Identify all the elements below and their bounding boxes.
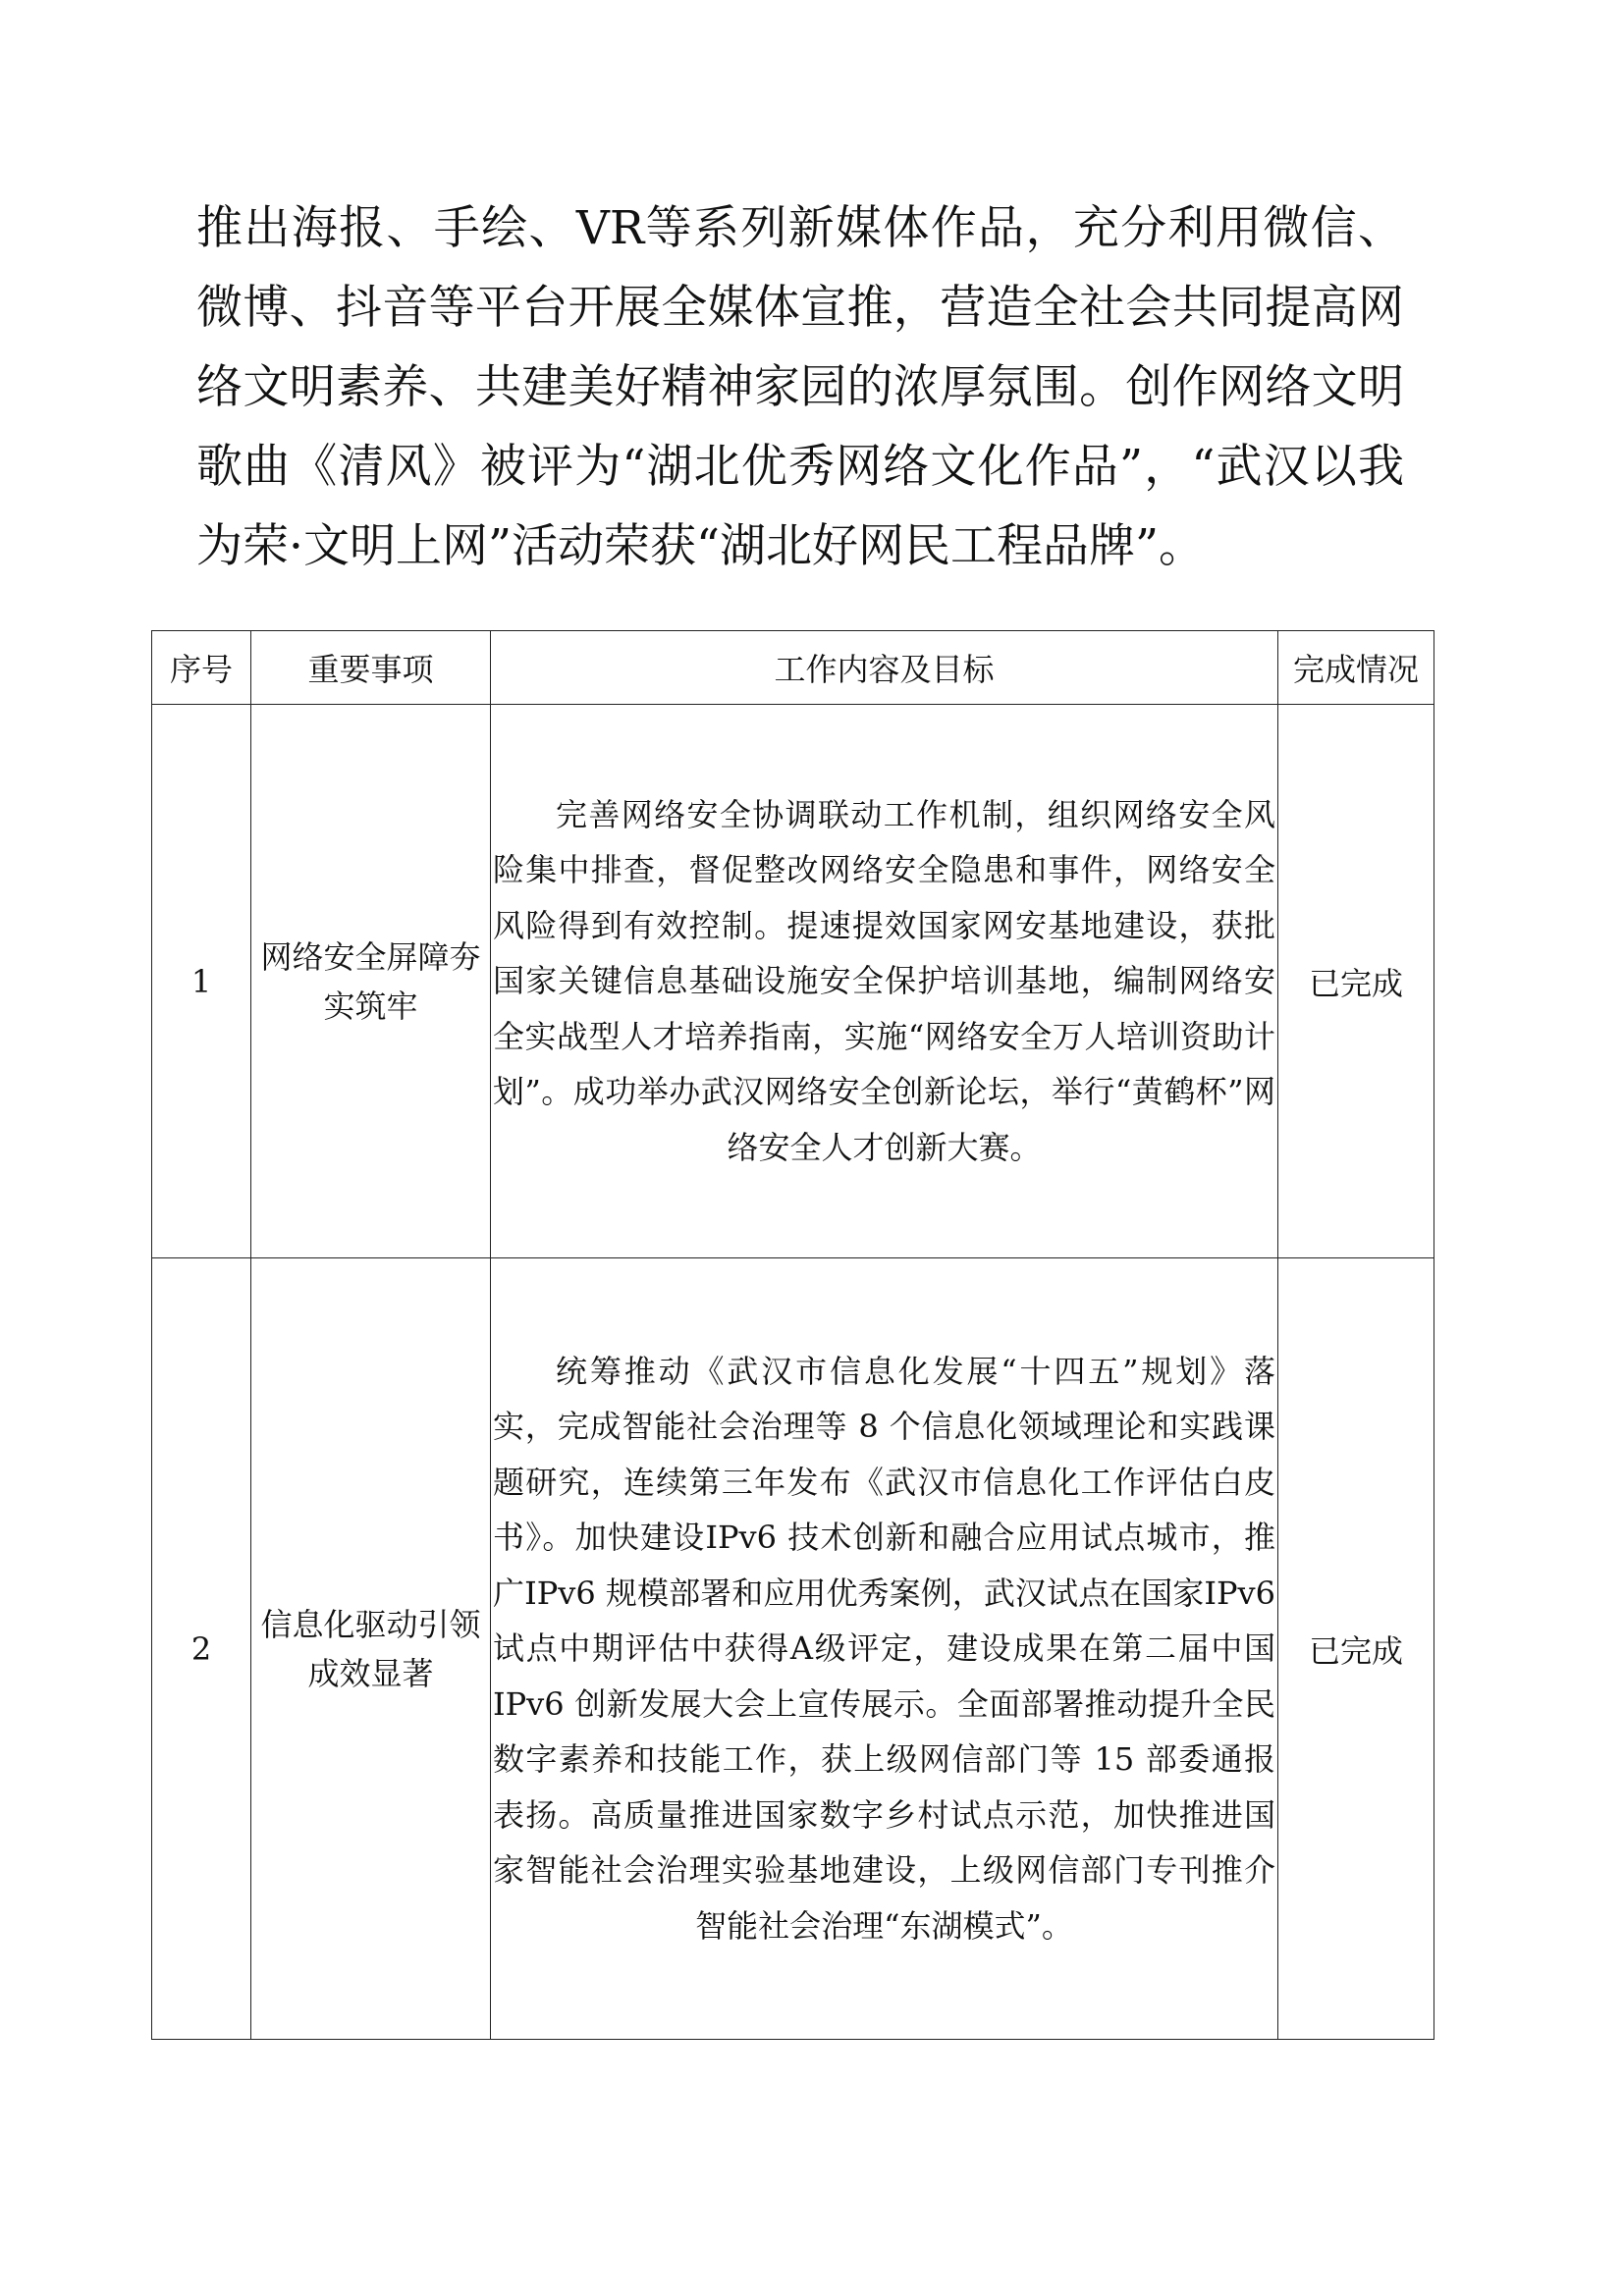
item-content: 统筹推动《武汉市信息化发展“十四五”规划》落实，完成智能社会治理等 8 个信息化领域理论和实践课题研究，连续第三年发布《武汉市信息化工作评估白皮书》。加快建设IPv6 技术创新和融合应用试点城市，推广IPv6 规模部署和应用优秀案例，武汉试点在国家IPv6 试点中期评估中获得A级评定，建设成果在第二届中国IPv6 创新发展大会上宣传展示。全面部署推动提升全民数字素养和技能工作，获上级网信部门等 15 部委通报表扬。高质量推进国家数字乡村试点示范，加快推进国家智能社会治理实验基地建设，上级网信部门专刊推介智能社会治理“东湖模式”。 <box>493 1352 1275 1945</box>
header-content: 工作内容及目标 <box>491 631 1278 705</box>
cell-status: 已完成 <box>1278 705 1434 1258</box>
cell-item <box>251 1258 491 2040</box>
header-item: 重要事项 <box>251 631 491 705</box>
cell-no: 1 <box>152 705 251 1258</box>
table-row <box>152 705 1434 1258</box>
table-header-row <box>152 631 1434 705</box>
cell-content <box>491 705 1278 1258</box>
item-name: 网络安全屏障夯实筑牢 <box>260 937 481 1025</box>
item-content: 完善网络安全协调联动工作机制，组织网络安全风险集中排查，督促整改网络安全隐患和事件，网络安全风险得到有效控制。提速提效国家网安基地建设，获批国家关键信息基础设施安全保护培训基地，编制网络安全实战型人才培养指南，实施“网络安全万人培训资助计划”。成功举办武汉网络安全创新论坛，举行“黄鹤杯”网络安全人才创新大赛。 <box>493 795 1275 1166</box>
cell-content <box>491 1258 1278 2040</box>
work-items-table <box>151 630 1434 2040</box>
cell-no: 2 <box>152 1258 251 2040</box>
header-no: 序号 <box>152 631 251 705</box>
item-name: 信息化驱动引领成效显著 <box>260 1605 481 1692</box>
table-row <box>152 1258 1434 2040</box>
header-status: 完成情况 <box>1278 631 1434 705</box>
intro-paragraph: 推出海报、手绘、VR等系列新媒体作品，充分利用微信、微博、抖音等平台开展全媒体宣推，营造全社会共同提高网络文明素养、共建美好精神家园的浓厚氛围。创作网络文明歌曲《清风》被评为“湖北优秀网络文化作品”，“武汉以我为荣·文明上网”活动荣获“湖北好网民工程品牌”。 <box>196 201 1404 573</box>
cell-status: 已完成 <box>1278 1258 1434 2040</box>
cell-item <box>251 705 491 1258</box>
